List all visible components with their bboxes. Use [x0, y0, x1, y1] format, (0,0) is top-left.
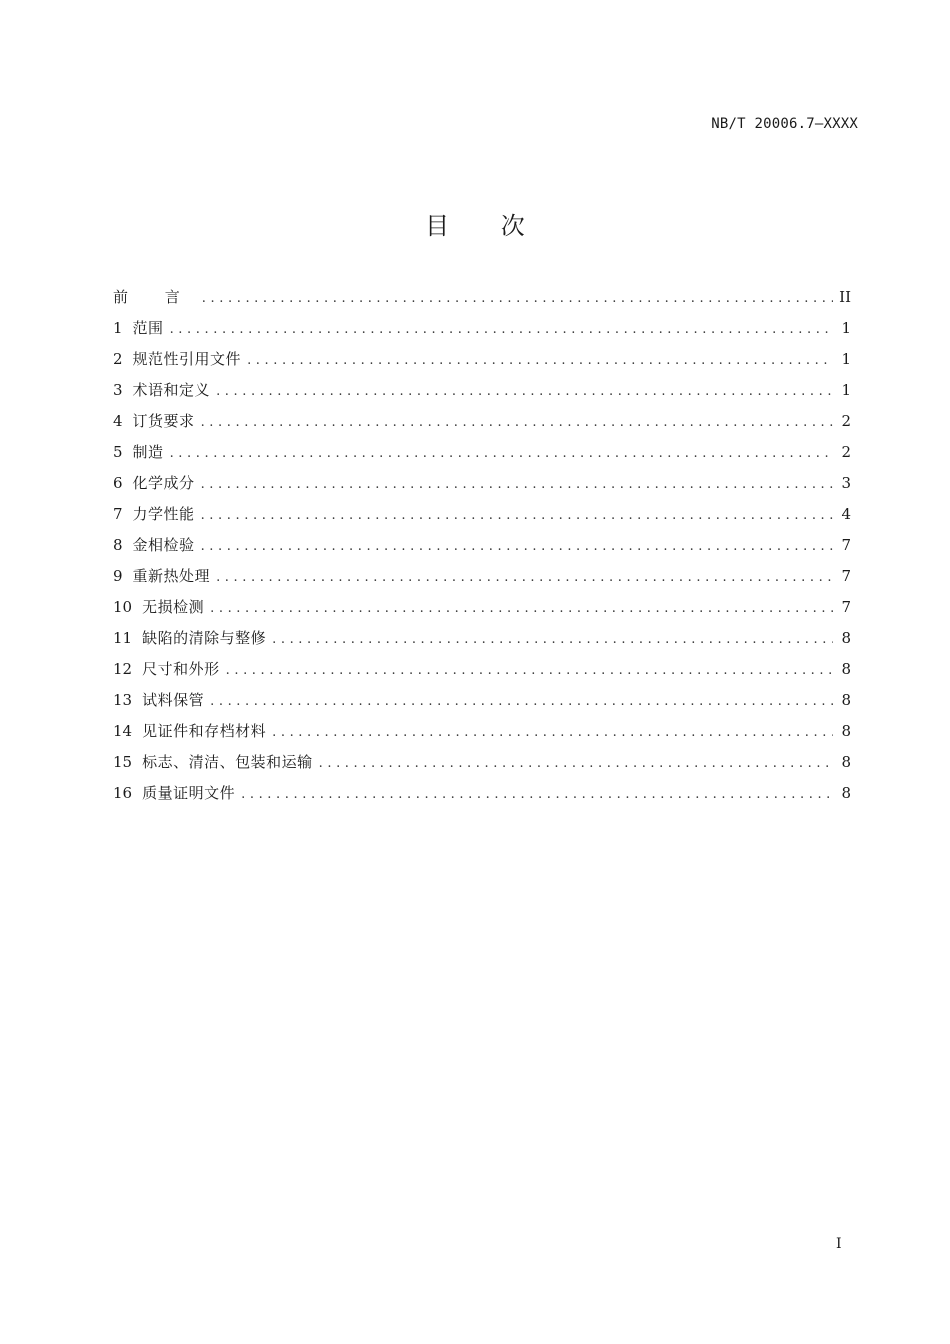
toc-entry-number: 4: [113, 412, 123, 430]
toc-entry-8[interactable]: [113, 530, 851, 561]
toc-entry-text: 试料保管: [142, 691, 205, 709]
toc-entry-number: 7: [113, 505, 123, 523]
toc-entry-5[interactable]: [113, 437, 851, 468]
toc-entry-text: 金相检验: [132, 536, 195, 554]
toc-entry-page: 3: [841, 474, 851, 492]
toc-entry-number: 16: [113, 784, 133, 802]
toc-entry-number: 5: [113, 443, 123, 461]
toc-entry-page: 7: [841, 567, 851, 585]
toc-entry-7[interactable]: [113, 499, 851, 530]
toc-entry-2[interactable]: [113, 344, 851, 375]
toc-entry-text: 见证件和存档材料: [142, 722, 267, 740]
toc-entry-page: II: [839, 288, 851, 306]
toc-entry-number: 13: [113, 691, 133, 709]
toc-entry-number: 8: [113, 536, 123, 554]
toc-entry-page: 7: [841, 536, 851, 554]
toc-entry-page: 1: [841, 381, 851, 399]
toc-entry-page: 8: [841, 753, 851, 771]
toc-entry-1[interactable]: [113, 313, 851, 344]
document-code: NB/T 20006.7—XXXX: [711, 116, 858, 132]
toc-dot-leader: [202, 283, 833, 314]
toc-entry-text: 制造: [132, 443, 164, 461]
toc-dot-leader: [247, 345, 833, 376]
toc-entry-page: 1: [841, 350, 851, 368]
toc-entry-number: 14: [113, 722, 133, 740]
toc-entry-12[interactable]: [113, 654, 851, 685]
toc-entry-text: 范围: [132, 319, 164, 337]
toc-entry-16[interactable]: [113, 778, 851, 809]
toc-entry-page: 8: [841, 722, 851, 740]
page-number: I: [836, 1236, 842, 1252]
toc-entry-15[interactable]: [113, 747, 851, 778]
toc-entry-number: 2: [113, 350, 123, 368]
toc-entry-number: 11: [113, 629, 133, 647]
toc-dot-leader: [216, 376, 833, 407]
toc-entry-9[interactable]: [113, 561, 851, 592]
toc-entry-text: 重新热处理: [132, 567, 211, 585]
toc-entry-number: 3: [113, 381, 123, 399]
toc-dot-leader: [201, 500, 833, 531]
toc-entry-text: 标志、清洁、包装和运输: [142, 753, 313, 771]
toc-dot-leader: [319, 748, 833, 779]
toc-entry-text: 力学性能: [132, 505, 195, 523]
toc-entry-number: 9: [113, 567, 123, 585]
toc-dot-leader: [170, 438, 833, 469]
toc-entry-text: 术语和定义: [132, 381, 211, 399]
toc-entry-text: 化学成分: [132, 474, 195, 492]
toc-entry-number: 10: [113, 598, 133, 616]
toc-entry-11[interactable]: [113, 623, 851, 654]
toc-entry-13[interactable]: [113, 685, 851, 716]
toc-entry-text: 质量证明文件: [142, 784, 236, 802]
toc-entry-page: 2: [841, 443, 851, 461]
toc-dot-leader: [201, 407, 833, 438]
toc-entry-number: 15: [113, 753, 133, 771]
toc-title: 目 次: [425, 212, 547, 240]
toc-dot-leader: [226, 655, 833, 686]
toc-entry-foreword[interactable]: [113, 282, 851, 313]
toc-dot-leader: [216, 562, 833, 593]
toc-entry-10[interactable]: [113, 592, 851, 623]
toc-entry-number: 6: [113, 474, 123, 492]
toc-entry-page: 7: [841, 598, 851, 616]
toc-entry-4[interactable]: [113, 406, 851, 437]
toc-entry-page: 1: [841, 319, 851, 337]
toc-entry-page: 8: [841, 784, 851, 802]
toc-entry-text: 尺寸和外形: [142, 660, 220, 678]
toc-dot-leader: [201, 469, 833, 500]
toc-entry-number: 1: [113, 319, 123, 337]
toc-entry-6[interactable]: [113, 468, 851, 499]
toc-entry-number: 12: [113, 660, 133, 678]
toc-dot-leader: [210, 593, 833, 624]
toc-entry-text: 无损检测: [142, 598, 205, 616]
toc-dot-leader: [210, 686, 833, 717]
toc-entry-page: 8: [841, 691, 851, 709]
toc-dot-leader: [241, 779, 833, 810]
toc-entry-14[interactable]: [113, 716, 851, 747]
toc-dot-leader: [272, 624, 833, 655]
toc-dot-leader: [201, 531, 833, 562]
toc-entry-page: 8: [841, 660, 851, 678]
toc-entry-3[interactable]: [113, 375, 851, 406]
toc-dot-leader: [170, 314, 833, 345]
toc-entry-text: 缺陷的清除与整修: [142, 629, 267, 647]
toc-entry-text: 前 言: [113, 288, 196, 306]
toc-entry-page: 2: [841, 412, 851, 430]
toc-entry-page: 4: [841, 505, 851, 523]
table-of-contents: [113, 282, 851, 809]
toc-entry-page: 8: [841, 629, 851, 647]
toc-entry-text: 规范性引用文件: [132, 350, 242, 368]
toc-dot-leader: [272, 717, 833, 748]
toc-entry-text: 订货要求: [132, 412, 195, 430]
